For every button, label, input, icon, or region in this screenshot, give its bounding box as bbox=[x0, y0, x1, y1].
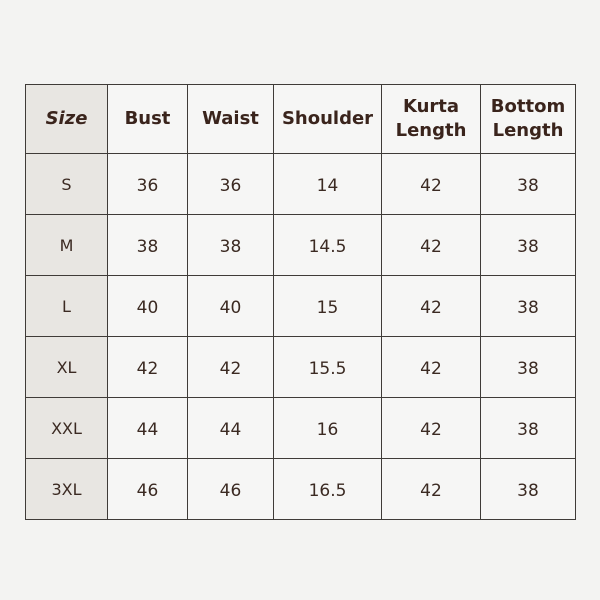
shoulder-value: 15.5 bbox=[308, 359, 347, 379]
waist-value: 36 bbox=[219, 176, 242, 196]
kurta-length-value: 42 bbox=[420, 176, 442, 196]
bottom-length-value: 38 bbox=[517, 298, 539, 318]
header-waist bbox=[188, 85, 274, 154]
size-cell: 3XL bbox=[26, 459, 108, 520]
shoulder-value: 16.5 bbox=[308, 481, 347, 501]
kurta-length-cell bbox=[382, 154, 481, 215]
shoulder-value: 16 bbox=[316, 420, 339, 440]
table-row bbox=[26, 459, 576, 520]
shoulder-cell bbox=[274, 337, 382, 398]
bust-value: 42 bbox=[136, 359, 159, 379]
shoulder-cell bbox=[274, 215, 382, 276]
header-size bbox=[26, 85, 108, 154]
header-bottom-length bbox=[481, 85, 576, 154]
kurta-length-cell bbox=[382, 276, 481, 337]
shoulder-value: 15 bbox=[316, 298, 339, 318]
shoulder-cell bbox=[274, 398, 382, 459]
table-row bbox=[26, 337, 576, 398]
kurta-length-cell bbox=[382, 215, 481, 276]
header-bust bbox=[108, 85, 188, 154]
bottom-length-cell bbox=[481, 215, 576, 276]
bust-cell bbox=[108, 459, 188, 520]
kurta-length-value: 42 bbox=[420, 420, 442, 440]
bust-cell bbox=[108, 337, 188, 398]
bust-value: 46 bbox=[136, 481, 159, 501]
bust-cell bbox=[108, 154, 188, 215]
size-chart-table bbox=[25, 84, 576, 520]
bottom-length-value: 38 bbox=[517, 420, 539, 440]
header-bottom-length-label: Bottom Length bbox=[490, 95, 566, 141]
table-row bbox=[26, 276, 576, 337]
table-row bbox=[26, 398, 576, 459]
kurta-length-value: 42 bbox=[420, 298, 442, 318]
size-cell: XXL bbox=[26, 398, 108, 459]
waist-value: 40 bbox=[219, 298, 242, 318]
bottom-length-cell bbox=[481, 154, 576, 215]
bottom-length-value: 38 bbox=[517, 237, 539, 257]
bust-value: 44 bbox=[136, 420, 159, 440]
header-bust-label: Bust bbox=[124, 107, 171, 129]
bottom-length-value: 38 bbox=[517, 359, 539, 379]
header-kurta-length-label: Kurta Length bbox=[395, 95, 467, 141]
header-row bbox=[26, 85, 576, 154]
kurta-length-cell bbox=[382, 459, 481, 520]
waist-value: 42 bbox=[219, 359, 242, 379]
size-cell: L bbox=[26, 276, 108, 337]
header-shoulder bbox=[274, 85, 382, 154]
kurta-length-value: 42 bbox=[420, 359, 442, 379]
waist-cell bbox=[188, 398, 274, 459]
header-waist-label: Waist bbox=[202, 107, 259, 129]
bust-cell bbox=[108, 215, 188, 276]
waist-value: 46 bbox=[219, 481, 242, 501]
bust-cell bbox=[108, 276, 188, 337]
waist-cell bbox=[188, 337, 274, 398]
waist-cell bbox=[188, 215, 274, 276]
size-cell: S bbox=[26, 154, 108, 215]
bottom-length-value: 38 bbox=[517, 176, 539, 196]
shoulder-value: 14 bbox=[316, 176, 339, 196]
bottom-length-cell bbox=[481, 276, 576, 337]
bust-cell bbox=[108, 398, 188, 459]
kurta-length-value: 42 bbox=[420, 237, 442, 257]
bottom-length-value: 38 bbox=[517, 481, 539, 501]
shoulder-value: 14.5 bbox=[308, 237, 347, 257]
size-cell: M bbox=[26, 215, 108, 276]
table-row bbox=[26, 215, 576, 276]
table-row bbox=[26, 154, 576, 215]
bust-value: 36 bbox=[136, 176, 159, 196]
bust-value: 40 bbox=[136, 298, 159, 318]
kurta-length-value: 42 bbox=[420, 481, 442, 501]
header-shoulder-label: Shoulder bbox=[281, 107, 374, 129]
waist-value: 38 bbox=[219, 237, 242, 257]
waist-cell bbox=[188, 154, 274, 215]
header-kurta-length bbox=[382, 85, 481, 154]
size-cell: XL bbox=[26, 337, 108, 398]
kurta-length-cell bbox=[382, 337, 481, 398]
shoulder-cell bbox=[274, 154, 382, 215]
bottom-length-cell bbox=[481, 459, 576, 520]
bottom-length-cell bbox=[481, 337, 576, 398]
waist-cell bbox=[188, 459, 274, 520]
bust-value: 38 bbox=[136, 237, 159, 257]
header-size-label: Size bbox=[45, 107, 88, 129]
waist-value: 44 bbox=[219, 420, 242, 440]
shoulder-cell bbox=[274, 276, 382, 337]
bottom-length-cell bbox=[481, 398, 576, 459]
waist-cell bbox=[188, 276, 274, 337]
shoulder-cell bbox=[274, 459, 382, 520]
kurta-length-cell bbox=[382, 398, 481, 459]
